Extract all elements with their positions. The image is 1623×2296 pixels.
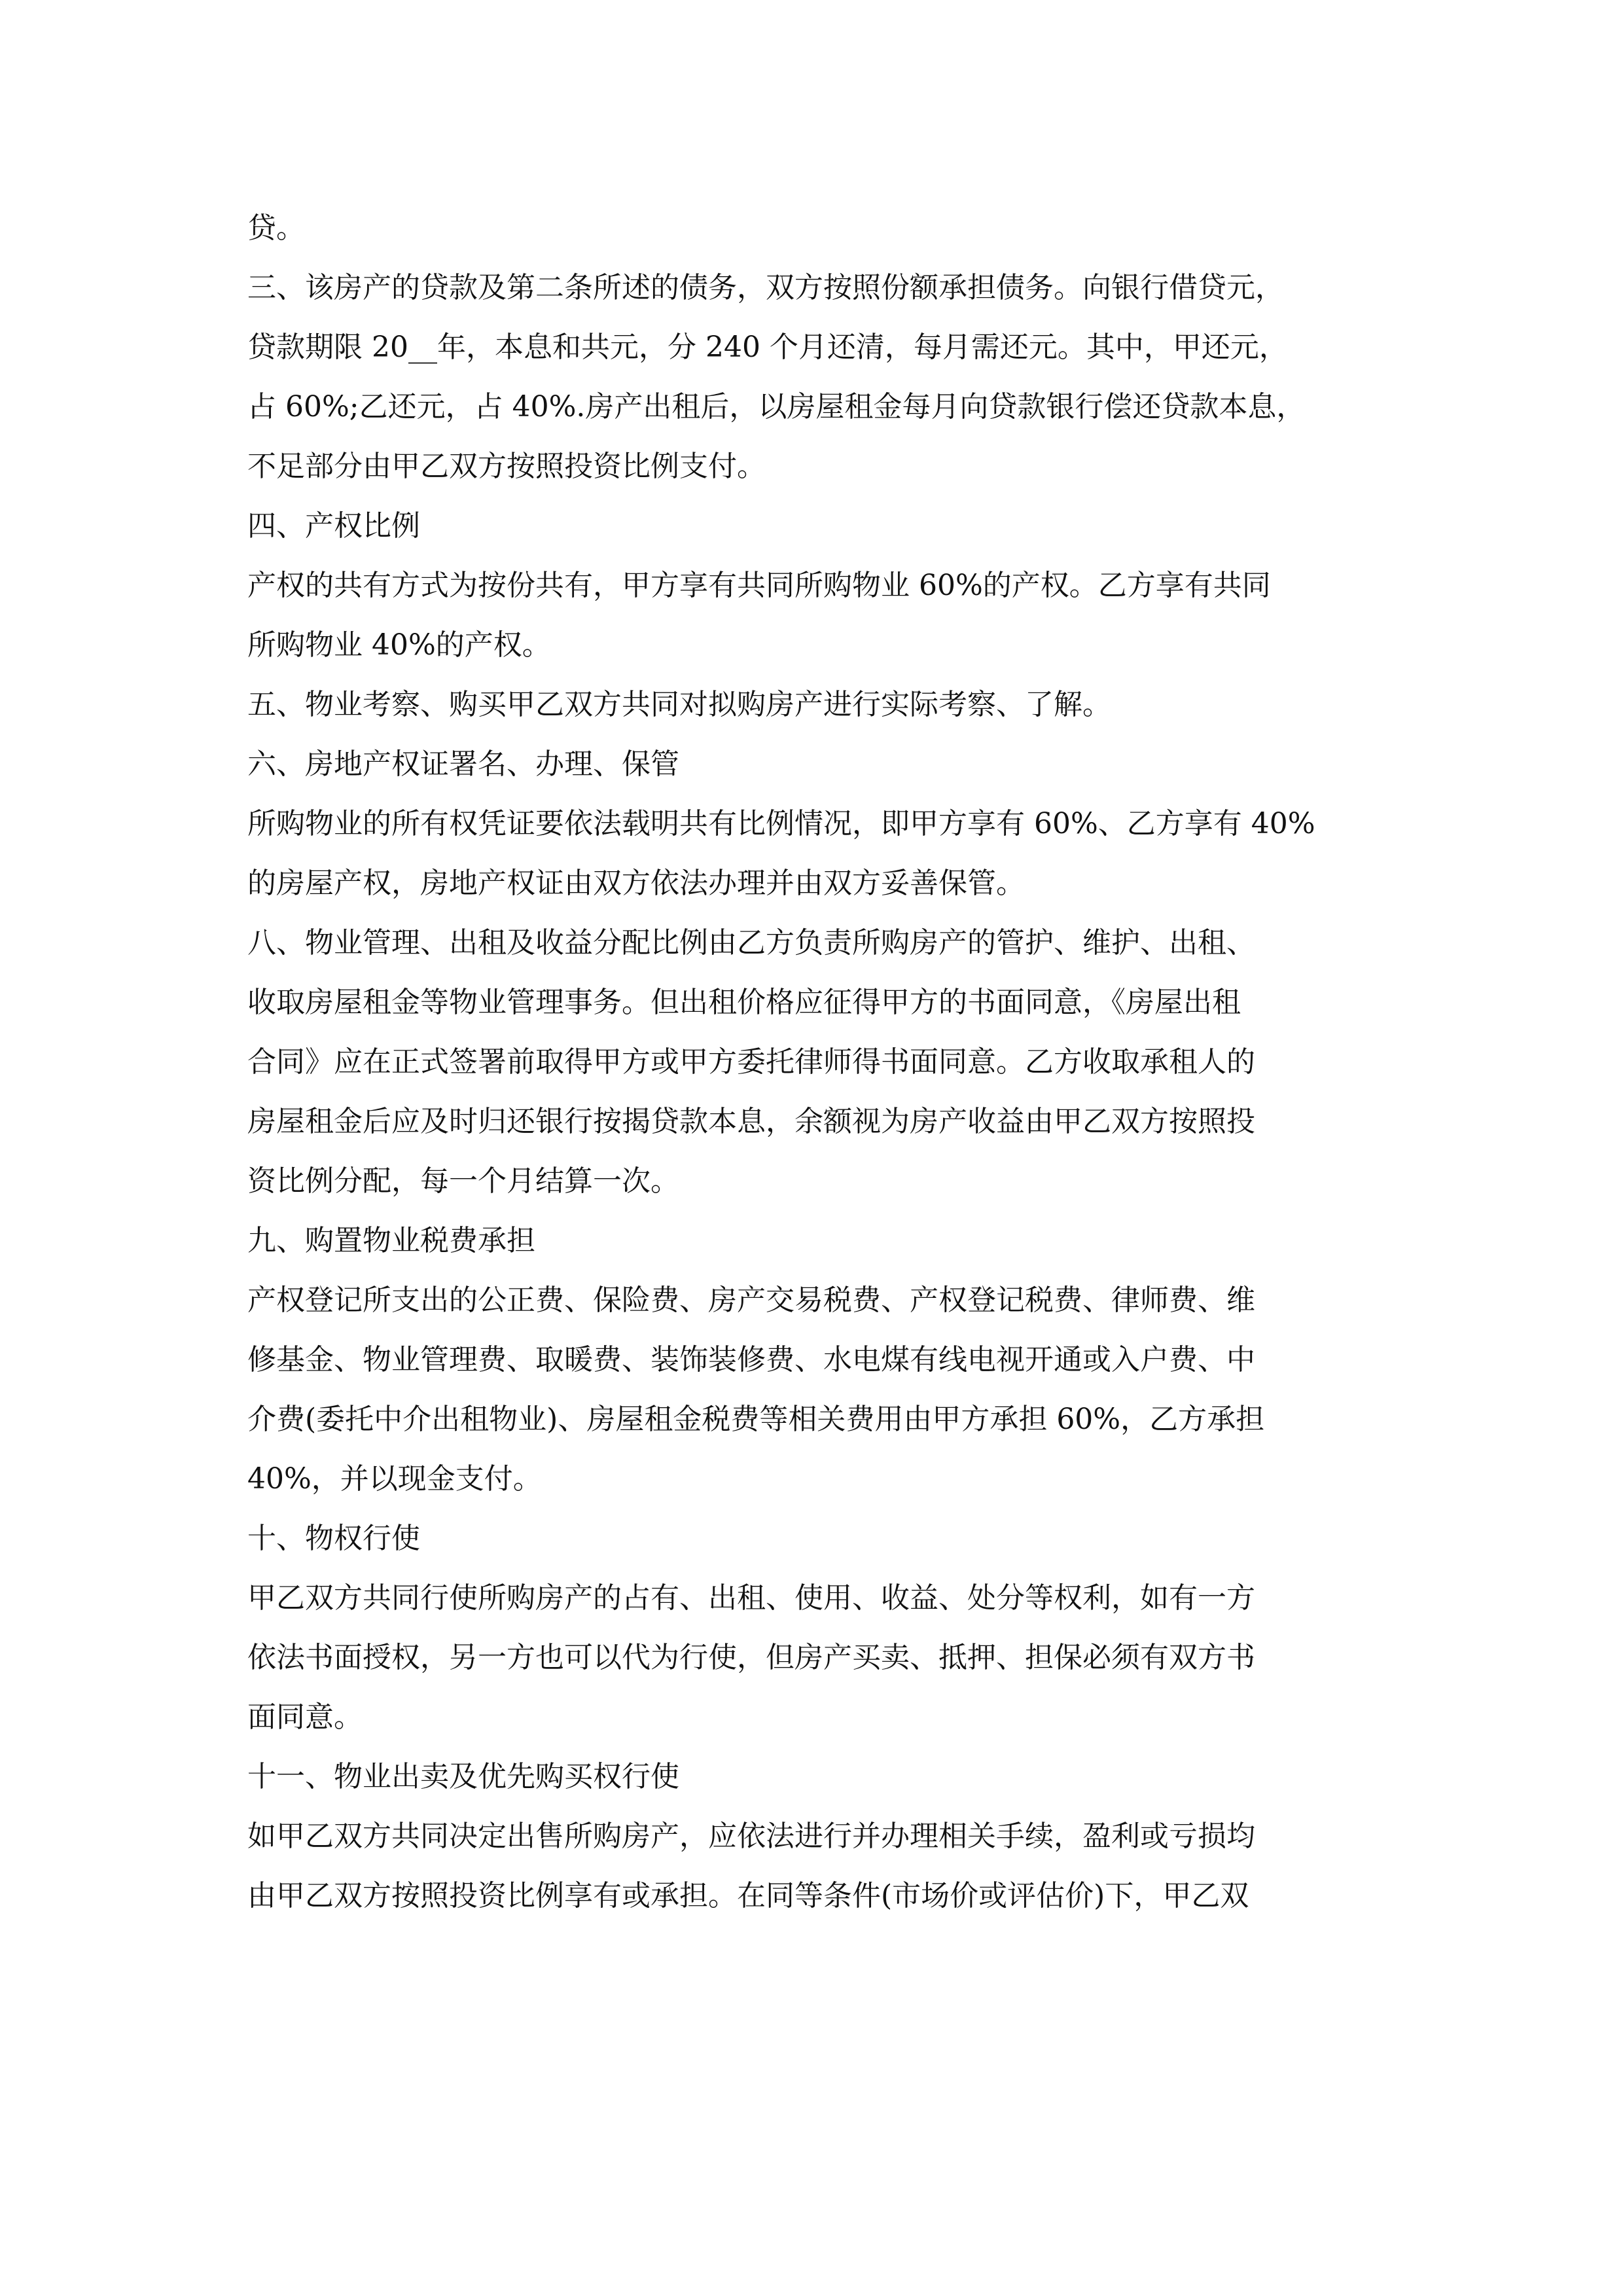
document-page <box>247 198 1373 1926</box>
text-line: 贷。 <box>247 211 305 245</box>
text-line: 如甲乙双方共同决定出售所购房产，应依法进行并办理相关手续，盈利或亏损均 <box>247 1820 1255 1853</box>
text-line: 所购物业的所有权凭证要依法载明共有比例情况，即甲方享有 60%、乙方享有 40% <box>247 807 1315 840</box>
section-heading: 四、产权比例 <box>247 509 420 543</box>
text-line: 所购物业 40%的产权。 <box>247 628 551 662</box>
text-line: 的房屋产权，房地产权证由双方依法办理并由双方妥善保管。 <box>247 867 1025 900</box>
text-line: 由甲乙双方按照投资比例享有或承担。在同等条件(市场价或评估价)下，甲乙双 <box>247 1879 1249 1912</box>
text-line: 不足部分由甲乙双方按照投资比例支付。 <box>247 450 766 483</box>
text-line: 三、该房产的贷款及第二条所述的债务，双方按照份额承担债务。向银行借贷元， <box>247 271 1284 304</box>
text-line: 40%，并以现金支付。 <box>247 1462 542 1496</box>
section-heading: 六、房地产权证署名、办理、保管 <box>247 747 679 781</box>
text-line: 占 60%;乙还元，占 40%.房产出租后，以房屋租金每月向贷款银行偿还贷款本息， <box>247 390 1306 423</box>
section-heading: 十、物权行使 <box>247 1522 420 1555</box>
section-heading: 八、物业管理、出租及收益分配比例由乙方负责所购房产的管护、维护、出租、 <box>247 926 1255 960</box>
section-heading: 五、物业考察、购买甲乙双方共同对拟购房产进行实际考察、了解。 <box>247 688 1111 721</box>
text-line: 产权的共有方式为按份共有，甲方享有共同所购物业 60%的产权。乙方享有共同 <box>247 569 1271 602</box>
text-line: 产权登记所支出的公正费、保险费、房产交易税费、产权登记税费、律师费、维 <box>247 1283 1255 1317</box>
text-line: 资比例分配，每一个月结算一次。 <box>247 1164 679 1198</box>
section-heading: 十一、物业出卖及优先购买权行使 <box>247 1760 679 1793</box>
text-line: 修基金、物业管理费、取暖费、装饰装修费、水电煤有线电视开通或入户费、中 <box>247 1343 1255 1376</box>
text-line: 介费(委托中介出租物业)、房屋租金税费等相关费用由甲方承担 60%，乙方承担 <box>247 1403 1265 1436</box>
text-line: 依法书面授权，另一方也可以代为行使，但房产买卖、抵押、担保必须有双方书 <box>247 1641 1255 1674</box>
section-heading: 九、购置物业税费承担 <box>247 1224 535 1257</box>
text-line: 甲乙双方共同行使所购房产的占有、出租、使用、收益、处分等权利，如有一方 <box>247 1581 1255 1615</box>
text-line: 收取房屋租金等物业管理事务。但出租价格应征得甲方的书面同意，《房屋出租 <box>247 986 1241 1019</box>
text-line: 房屋租金后应及时归还银行按揭贷款本息，余额视为房产收益由甲乙双方按照投 <box>247 1105 1255 1138</box>
text-line: 面同意。 <box>247 1700 363 1734</box>
text-line: 贷款期限 20__年，本息和共元，分 240 个月还清，每月需还元。其中，甲还元， <box>247 331 1288 364</box>
text-line: 合同》应在正式签署前取得甲方或甲方委托律师得书面同意。乙方收取承租人的 <box>247 1045 1255 1079</box>
